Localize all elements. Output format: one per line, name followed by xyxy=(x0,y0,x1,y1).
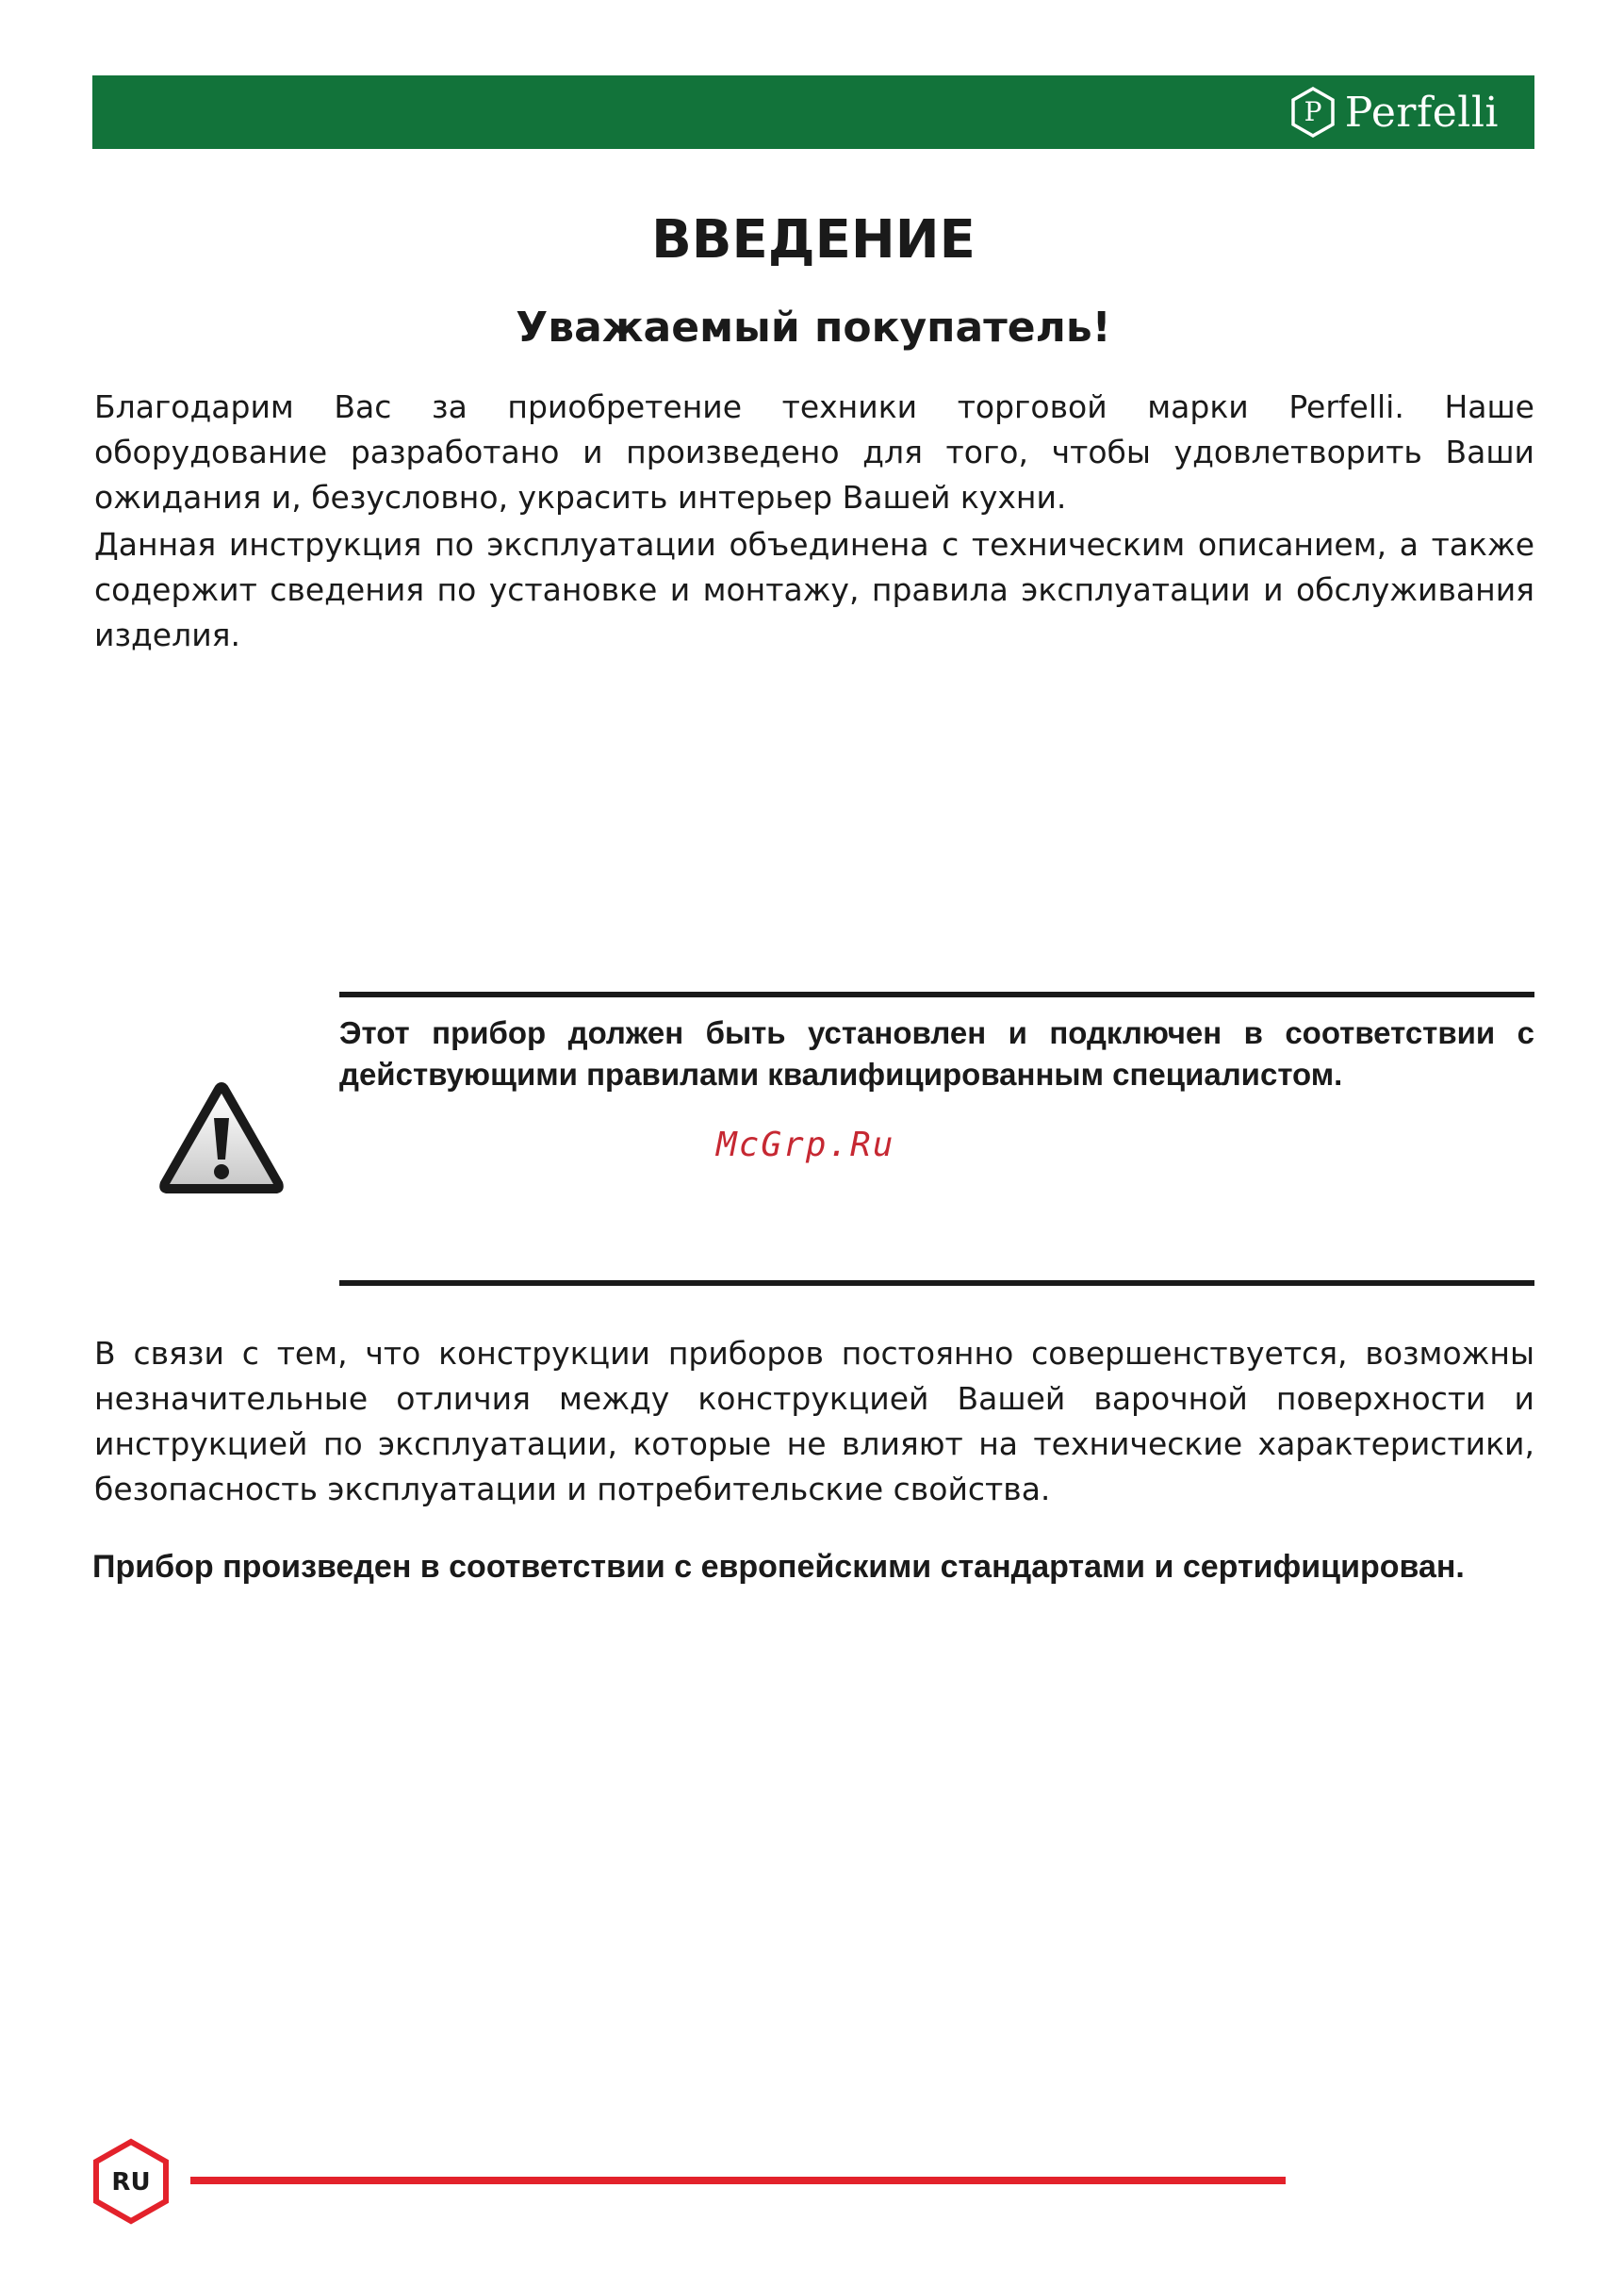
watermark: McGrp.Ru xyxy=(716,1126,895,1164)
brand-logo-icon xyxy=(1290,87,1336,138)
footer-line xyxy=(190,2177,1286,2184)
intro-paragraph-1: Благодарим Вас за приобретение техники торговой марки Perfelli. Наше оборудование разработано и произведено для того, чтобы удовлетворить Ваши ожидания и, безусловно, украсить интерьер Вашей кухни. xyxy=(94,388,1534,516)
greeting: Уважаемый покупатель! xyxy=(516,304,1111,352)
header-bar xyxy=(92,75,1534,149)
page-title: ВВЕДЕНИЕ xyxy=(651,209,976,271)
warning-triangle-icon xyxy=(155,1077,288,1199)
certification-note: Прибор произведен в соответствии с европейскими стандартами и сертифицирован. xyxy=(92,1549,1465,1585)
intro-paragraph-2: Данная инструкция по эксплуатации объединена с техническим описанием, а также содержит сведения по установке и монтажу, правила эксплуатации и обслуживания изделия. xyxy=(94,526,1534,653)
language-badge xyxy=(92,2138,170,2225)
note-paragraph: В связи с тем, что конструкции приборов постоянно совершенствуется, возможны незначительные отличия между конструкцией Вашей варочной поверхности и инструкцией по эксплуатации, которые не влияют на технические характеристики, безопасность эксплуатации и потребительские свойства. xyxy=(94,1335,1534,1507)
brand-logo-letter: P xyxy=(1304,96,1322,127)
brand-name: Perfelli xyxy=(1344,88,1499,137)
warning-bottom-rule xyxy=(339,1280,1534,1286)
warning-text: Этот прибор должен быть установлен и подключен в соответствии с действующими правилами квалифицированным специалистом. xyxy=(339,1015,1534,1092)
warning-top-rule xyxy=(339,992,1534,997)
language-code: RU xyxy=(111,2168,151,2197)
brand xyxy=(1290,75,1499,149)
